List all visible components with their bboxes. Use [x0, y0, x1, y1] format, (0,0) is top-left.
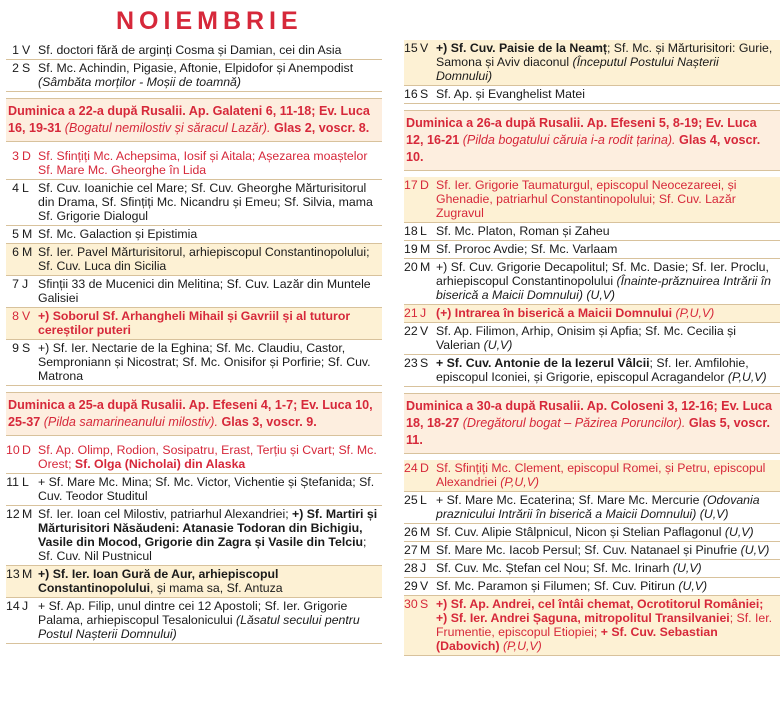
calendar-day-row [404, 241, 780, 259]
day-number: 26 [404, 525, 418, 539]
day-number-group [404, 324, 434, 352]
saints-text [36, 475, 382, 503]
day-number: 21 [404, 306, 418, 320]
saints-normal: + Sf. Mare Mc. Mina; Sf. Mc. Victor, Vichentie și Ștefanida; Sf. Cuv. Teodor Studitul [38, 475, 375, 503]
day-number: 3 [12, 149, 19, 163]
day-number: 28 [404, 561, 418, 575]
calendar-day-row [404, 355, 780, 387]
weekday-letter: L [420, 224, 427, 238]
sunday-heading [6, 98, 382, 142]
sunday-readings: Duminica a 22-a după Rusalii. Ap. Galateni 6, 11-18; Ev. Luca 16, 19-31 [8, 104, 370, 135]
calendar-day-row [6, 308, 382, 340]
day-number-group [404, 579, 434, 593]
weekday-letter: L [22, 475, 29, 489]
day-number: 11 [6, 475, 19, 489]
saints-text [36, 149, 382, 177]
day-number: 25 [404, 493, 418, 507]
day-number-group [404, 41, 434, 83]
day-number-group [6, 277, 36, 305]
saints-bold: + Sf. Cuv. Sebastian (Dabovich) [436, 625, 718, 653]
saints-text [434, 87, 780, 101]
day-number: 27 [404, 543, 418, 557]
day-number-group [404, 525, 434, 539]
saints-normal: Sf. Ap. Olimp, Rodion, Sosipatru, Erast, Terțiu și Cvart; Sf. Mc. Orest; [38, 443, 377, 471]
saints-bold: +) Sf. Ap. Andrei, cel întâi chemat, Ocrotitorul României; +) Sf. Ier. Andrei Șaguna, mitropolitul Transilvaniei [436, 597, 764, 625]
saints-text [36, 61, 382, 89]
left-column [6, 0, 382, 644]
saints-normal: Sf. Ier. Ioan cel Milostiv, patriarhul Alexandriei; [38, 507, 293, 521]
day-number: 6 [12, 245, 19, 259]
saints-normal: Sf. Proroc Avdie; Sf. Mc. Varlaam [436, 242, 618, 256]
calendar-day-row [6, 566, 382, 598]
day-number-group [404, 356, 434, 384]
saints-normal: Sf. Mc. Paramon și Filumen; Sf. Cuv. Pitirun [436, 579, 679, 593]
weekday-letter: M [420, 525, 431, 539]
saints-text [434, 224, 780, 238]
day-number: 16 [404, 87, 418, 101]
saints-bold: (+) Intrarea în biserică a Maicii Domnului [436, 306, 673, 320]
weekday-letter: S [22, 341, 31, 355]
saints-text [434, 41, 780, 83]
saints-text [36, 599, 382, 641]
weekday-letter: D [420, 178, 429, 192]
saints-normal: ; Sf. Mc. și Mărturisitori: Gurie, Samona și Aviv diaconul [436, 41, 773, 69]
weekday-letter: V [420, 41, 429, 55]
day-number: 5 [12, 227, 19, 241]
weekday-letter: D [22, 443, 31, 457]
calendar-day-row [6, 180, 382, 226]
sunday-parable: (Pilda samarineanului milostiv). [43, 415, 218, 429]
calendar-day-row [404, 305, 780, 323]
saints-note: (P,U,V) [672, 306, 715, 320]
saints-normal: Sf. Ap. și Evanghelist Matei [436, 87, 586, 101]
saints-text [434, 525, 780, 539]
sunday-readings: Duminica a 30-a după Rusalii. Ap. Coloseni 3, 12-16; Ev. Luca 18, 18-27 [406, 399, 773, 430]
weekday-letter: D [420, 461, 429, 475]
sunday-readings: Duminica a 26-a după Rusalii. Ap. Efeseni 5, 8-19; Ev. Luca 12, 16-21 [406, 116, 757, 147]
day-number: 13 [6, 567, 20, 581]
saints-note: (P,U,V) [500, 475, 539, 489]
day-number-group [6, 507, 36, 563]
day-number-group [6, 567, 36, 595]
day-number: 7 [12, 277, 19, 291]
saints-normal: +) Sf. Cuv. Grigorie Decapolitul; Sf. Mc. Dasie; Sf. Ier. Proclu, arhiepiscopul Constantinopolului [436, 260, 769, 288]
saints-text [434, 260, 780, 302]
calendar-day-row [6, 226, 382, 244]
calendar-day-row [404, 578, 780, 596]
weekday-letter: M [22, 227, 33, 241]
saints-text [36, 443, 382, 471]
saints-normal: + Sf. Mare Mc. Ecaterina; Sf. Mare Mc. Mercurie [436, 493, 703, 507]
weekday-letter: M [22, 245, 33, 259]
weekday-letter: J [22, 277, 29, 291]
calendar-day-row [6, 244, 382, 276]
day-number-group [404, 597, 434, 653]
day-number-group [6, 309, 36, 337]
saints-note: (P,U,V) [727, 370, 767, 384]
day-number-group [6, 599, 36, 641]
weekday-letter: M [22, 507, 33, 521]
weekday-letter: M [420, 260, 431, 274]
saints-text [36, 309, 382, 337]
saints-bold: +) Sf. Cuv. Paisie de la Neamț [436, 41, 607, 55]
calendar-day-row [6, 148, 382, 180]
saints-normal: +) Sf. Ier. Nectarie de la Eghina; Sf. Mc. Claudiu, Castor, Semproniann și Nicostrat; Sf. Mc. Onisifor și Porfirie; Sf. Cuv. Matrona [38, 341, 371, 383]
calendar-day-row [6, 442, 382, 474]
sunday-tone: Glas 4, voscr. 10. [406, 133, 761, 164]
saints-text [36, 43, 382, 57]
saints-normal: + Sf. Ap. Filip, unul dintre cei 12 Apostoli; Sf. Ier. Grigorie Palama, arhiepiscopul Tesalonicului [38, 599, 348, 627]
weekday-letter: L [420, 493, 427, 507]
saints-text [36, 181, 382, 223]
day-number: 23 [404, 356, 418, 370]
calendar-day-row [404, 223, 780, 241]
day-number-group [404, 543, 434, 557]
sunday-parable: (Pilda bogatului căruia i-a rodit țarina). [462, 133, 676, 147]
day-number-group [6, 245, 36, 273]
day-number: 29 [404, 579, 418, 593]
day-number: 15 [404, 41, 418, 55]
saints-note: (U,V) [678, 579, 708, 593]
calendar-day-row [404, 323, 780, 355]
sunday-tone: Glas 2, voscr. 8. [270, 121, 370, 135]
saints-text [36, 507, 382, 563]
day-number-group [404, 87, 434, 101]
saints-text [434, 461, 780, 489]
day-number: 9 [12, 341, 19, 355]
left-list [6, 42, 382, 644]
sunday-tone: Glas 3, voscr. 9. [218, 415, 317, 429]
saints-note: (U,V) [483, 338, 513, 352]
day-number: 12 [6, 507, 20, 521]
day-number-group [404, 260, 434, 302]
saints-text [36, 245, 382, 273]
right-column [404, 0, 780, 656]
day-number-group [6, 475, 36, 503]
saints-bold: Sf. Olga (Nicholai) din Alaska [74, 457, 246, 471]
day-number: 14 [6, 599, 20, 613]
saints-normal: Sfinții 33 de Mucenici din Melitina; Sf. Cuv. Lazăr din Muntele Galisiei [38, 277, 371, 305]
weekday-letter: J [22, 599, 29, 613]
saints-normal: Sf. Sfințiți Mc. Achepsima, Iosif și Aitala; Așezarea moaștelor Sf. Mare Mc. Gheorghe în Lida [38, 149, 368, 177]
day-number: 8 [12, 309, 19, 323]
day-number-group [6, 227, 36, 241]
sunday-parable: (Dregătorul bogat – Păzirea Poruncilor). [462, 416, 686, 430]
sunday-tone: Glas 5, voscr. 11. [406, 416, 771, 447]
weekday-letter: V [420, 324, 429, 338]
day-number-group [404, 224, 434, 238]
calendar-day-row [404, 86, 780, 104]
day-number: 2 [12, 61, 19, 75]
calendar-day-row [6, 506, 382, 566]
day-number-group [404, 461, 434, 489]
calendar-day-row [404, 542, 780, 560]
saints-text [36, 277, 382, 305]
saints-normal: Sf. Cuv. Ioanichie cel Mare; Sf. Cuv. Gheorghe Mărturisitorul din Drama, Sf. Sfințiți Mc. Nicandru și Emeu; Sf. Silvia, mama Sf. Grigorie Dialogul [38, 181, 373, 223]
weekday-letter: S [420, 87, 429, 101]
saints-bold: +) Sf. Martiri și Mărturisitori Năsăudeni: Atanasie Todoran din Bichigiu, Vasile din Mocod, Grigorie din Zagra și Vasile din Telciu [38, 507, 378, 549]
calendar-day-row [404, 524, 780, 542]
sunday-heading [404, 393, 780, 454]
day-number-group [6, 149, 36, 177]
saints-normal: Sf. Mc. Galaction și Epistimia [38, 227, 198, 241]
day-number-group [404, 306, 434, 320]
weekday-letter: V [420, 579, 429, 593]
saints-note: (Sâmbăta morților - Moșii de toamnă) [38, 75, 241, 89]
weekday-letter: V [22, 309, 31, 323]
day-number: 4 [12, 181, 19, 195]
saints-normal: Sf. Cuv. Mc. Ștefan cel Nou; Sf. Mc. Irinarh [436, 561, 673, 575]
saints-note: (Lăsatul secului pentru Postul Nașterii Domnului) [38, 613, 360, 641]
calendar-day-row [6, 598, 382, 644]
saints-text [434, 178, 780, 220]
day-number-group [6, 341, 36, 383]
day-number: 18 [404, 224, 418, 238]
saints-text [434, 324, 780, 352]
saints-normal: ; Sf. Ier. Amfilohie, episcopul Iconiei, și Grigorie, episcopul Acragandelor [436, 356, 749, 384]
saints-text [434, 561, 780, 575]
day-number-group [404, 493, 434, 521]
weekday-letter: J [420, 561, 427, 575]
day-number-group [6, 181, 36, 223]
month-title: NOIEMBRIE [116, 7, 303, 35]
sunday-heading [6, 392, 382, 436]
calendar-day-row [404, 492, 780, 524]
saints-text [434, 306, 780, 320]
saints-normal: , și mama sa, Sf. Antuza [150, 581, 283, 595]
day-number-group [6, 43, 36, 57]
saints-normal: Sf. Mc. Achindin, Pigasie, Aftonie, Elpidofor și Anempodist [38, 61, 354, 75]
saints-text [36, 567, 382, 595]
weekday-letter: L [22, 181, 29, 195]
saints-normal: Sf. Ap. Filimon, Arhip, Onisim și Apfia; Sf. Mc. Cecilia și Valerian [436, 324, 737, 352]
saints-note: (U,V) [724, 525, 754, 539]
day-number-group [404, 178, 434, 220]
day-number: 20 [404, 260, 418, 274]
saints-note: (Înainte-prăznuirea Intrării în biserică a Maicii Domnului) (U,V) [436, 274, 771, 302]
saints-normal: Sf. Mare Mc. Iacob Persul; Sf. Cuv. Natanael și Pinufrie [436, 543, 741, 557]
calendar-day-row [404, 596, 780, 656]
weekday-letter: D [22, 149, 31, 163]
sunday-heading [404, 110, 780, 171]
weekday-letter: S [420, 356, 429, 370]
calendar-day-row [404, 40, 780, 86]
calendar-day-row [404, 259, 780, 305]
day-number: 19 [404, 242, 418, 256]
saints-normal: Sf. Ier. Pavel Mărturisitorul, arhiepiscopul Constantinopolului; Sf. Cuv. Luca din Sicilia [38, 245, 370, 273]
calendar-day-row [6, 276, 382, 308]
calendar-day-row [6, 42, 382, 60]
day-number-group [404, 242, 434, 256]
weekday-letter: M [420, 543, 431, 557]
saints-normal: Sf. Ier. Grigorie Taumaturgul, episcopul Neocezareei, și Ghenadie, patriarhul Constantinopolului; Sf. Cuv. Lazăr Zugravul [436, 178, 737, 220]
weekday-letter: M [420, 242, 431, 256]
day-number: 30 [404, 597, 418, 611]
weekday-letter: V [22, 43, 31, 57]
saints-bold: +) Sf. Ier. Ioan Gură de Aur, arhiepiscopul Constantinopolului [38, 567, 279, 595]
day-number: 1 [12, 43, 19, 57]
saints-note: (Odovania praznicului Intrării în biserică a Maicii Domnului) (U,V) [436, 493, 760, 521]
weekday-letter: S [420, 597, 429, 611]
saints-note: (U,V) [740, 543, 770, 557]
saints-text [36, 341, 382, 383]
saints-text [434, 356, 780, 384]
weekday-letter: S [22, 61, 31, 75]
calendar-day-row [6, 60, 382, 92]
saints-normal: Sf. Sfințiți Mc. Clement, episcopul Romei, și Petru, episcopul Alexandriei [436, 461, 766, 489]
saints-normal: Sf. Mc. Platon, Roman și Zaheu [436, 224, 610, 238]
calendar-day-row [404, 177, 780, 223]
day-number: 17 [404, 178, 418, 192]
day-number: 22 [404, 324, 418, 338]
weekday-letter: J [420, 306, 427, 320]
saints-text [36, 227, 382, 241]
saints-normal: Sf. doctori fără de arginți Cosma și Damian, cei din Asia [38, 43, 342, 57]
calendar-day-row [404, 560, 780, 578]
saints-text [434, 579, 780, 593]
calendar-day-row [6, 474, 382, 506]
saints-normal: ; Sf. Cuv. Nil Pustnicul [38, 535, 367, 563]
sunday-readings: Duminica a 25-a după Rusalii. Ap. Efeseni 4, 1-7; Ev. Luca 10, 25-37 [8, 398, 373, 429]
day-number: 24 [404, 461, 418, 475]
day-number-group [6, 61, 36, 89]
sunday-parable: (Bogatul nemilostiv și săracul Lazăr). [64, 121, 271, 135]
weekday-letter: M [22, 567, 33, 581]
saints-bold: + Sf. Cuv. Antonie de la Iezerul Vâlcii [436, 356, 650, 370]
saints-text [434, 493, 780, 521]
day-number-group [404, 561, 434, 575]
saints-text [434, 242, 780, 256]
saints-bold: +) Soborul Sf. Arhangheli Mihail și Gavriil și al tuturor cereștilor puteri [38, 309, 351, 337]
saints-note: (Începutul Postului Nașterii Domnului) [436, 55, 719, 83]
saints-note: (P,U,V) [499, 639, 542, 653]
saints-note: (U,V) [672, 561, 702, 575]
calendar-day-row [6, 340, 382, 386]
saints-text [434, 543, 780, 557]
right-list [404, 40, 780, 656]
day-number-group [6, 443, 36, 471]
saints-normal: Sf. Cuv. Alipie Stâlpnicul, Nicon și Stelian Paflagonul [436, 525, 725, 539]
saints-normal: ; Sf. Ier. Frumentie, episcopul Etiopiei; [436, 611, 773, 639]
day-number: 10 [6, 443, 20, 457]
saints-text [434, 597, 780, 653]
calendar-day-row [404, 460, 780, 492]
